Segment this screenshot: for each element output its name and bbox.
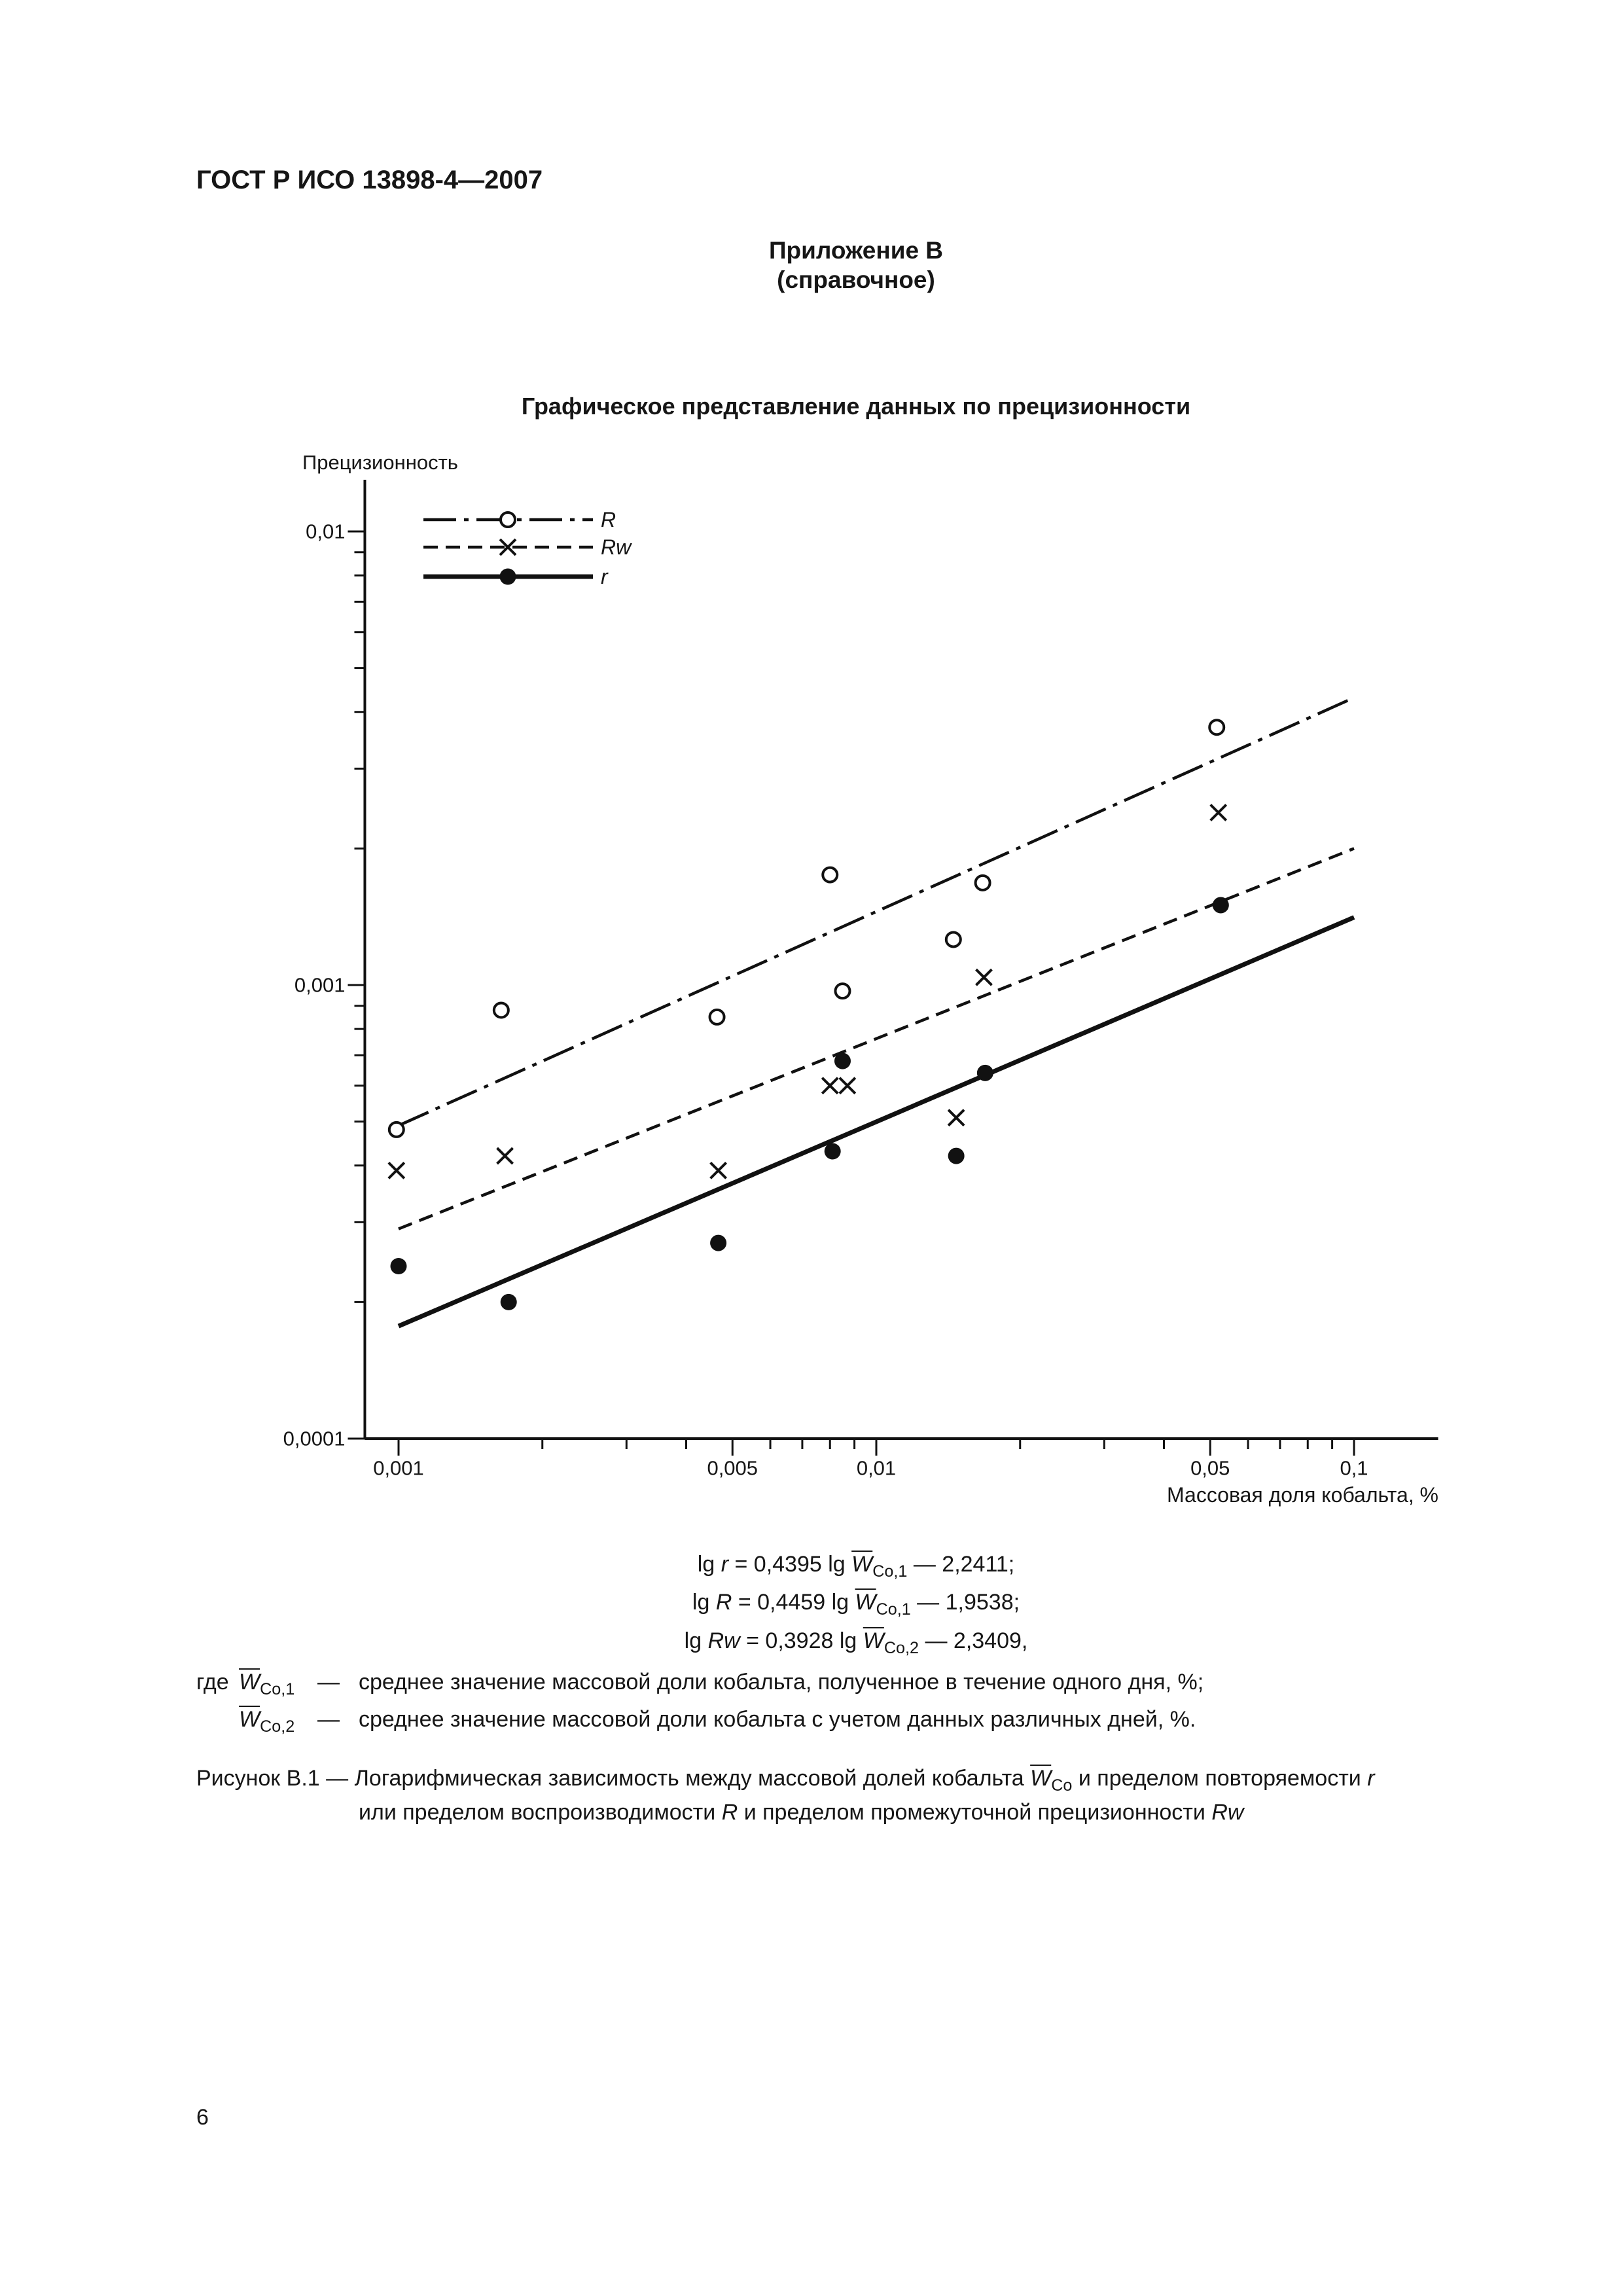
x-tick-label: 0,001 xyxy=(373,1456,424,1480)
caption-text: или пределом воспроизводимости xyxy=(359,1800,722,1825)
equation-subscript: Co,1 xyxy=(872,1562,908,1581)
equation-suffix: — 2,2411; xyxy=(907,1552,1015,1577)
page-number: 6 xyxy=(196,2105,209,2130)
fit-line-r xyxy=(399,918,1354,1327)
equation-suffix: — 1,9538; xyxy=(910,1590,1020,1615)
fit-line-Rw xyxy=(399,848,1354,1229)
point-Rw xyxy=(840,1078,855,1094)
point-r xyxy=(977,1065,993,1081)
legend-label-Rw: Rw xyxy=(601,535,632,559)
point-r xyxy=(710,1235,726,1251)
legend-marker-R xyxy=(501,512,515,527)
y-tick-label: 0,0001 xyxy=(283,1427,346,1450)
y-axis-label: Прецизионность xyxy=(302,451,458,474)
equation-suffix: — 2,3409, xyxy=(919,1628,1028,1653)
definition-subscript: Co,1 xyxy=(260,1680,295,1699)
point-Rw xyxy=(1211,805,1226,821)
point-r xyxy=(1213,897,1229,913)
definition-mean-symbol: $\overline{W}$ xyxy=(239,1670,260,1695)
x-axis-label: Массовая доля кобальта, % xyxy=(1167,1483,1438,1507)
equation-prefix: lg xyxy=(684,1628,708,1653)
equation-middle: = 0,3928 lg xyxy=(740,1628,863,1653)
x-tick-label: 0,005 xyxy=(707,1456,758,1480)
x-tick-label: 0,01 xyxy=(856,1456,897,1480)
x-tick-label: 0,05 xyxy=(1190,1456,1230,1480)
point-Rw xyxy=(497,1148,513,1164)
equation-variable: Rw xyxy=(707,1628,740,1653)
figure-caption-line-2 xyxy=(359,1799,1243,1826)
definition-text: среднее значение массовой доли кобальта, полученное в течение одного дня, %; xyxy=(359,1670,1204,1695)
point-r xyxy=(948,1148,965,1164)
definition-dash: — xyxy=(317,1670,340,1695)
definition-symbol xyxy=(239,1669,294,1703)
legend-label-R: R xyxy=(601,508,616,531)
point-R xyxy=(823,868,837,882)
equation-mean-symbol: $\overline{W}$ xyxy=(863,1628,884,1653)
equation-r xyxy=(529,1551,1183,1585)
definition-intro: где xyxy=(196,1670,229,1695)
caption-subscript: Co xyxy=(1051,1776,1073,1795)
point-Rw xyxy=(948,1110,964,1126)
equation-variable: r xyxy=(721,1552,729,1577)
point-r xyxy=(391,1258,407,1274)
equation-R xyxy=(529,1589,1183,1623)
point-R xyxy=(389,1122,404,1137)
equation-mean-symbol: $\overline{W}$ xyxy=(855,1590,876,1615)
equation-middle: = 0,4459 lg xyxy=(732,1590,855,1615)
point-R xyxy=(494,1003,508,1017)
x-tick-label: 0,1 xyxy=(1340,1456,1368,1480)
point-r xyxy=(834,1053,851,1069)
legend-marker-r xyxy=(500,569,516,585)
point-r xyxy=(825,1143,841,1160)
definition-mean-symbol: $\overline{W}$ xyxy=(239,1707,260,1732)
appendix-type: (справочное) xyxy=(777,266,935,293)
fit-line-R xyxy=(399,698,1354,1126)
equation-subscript: Co,1 xyxy=(876,1600,911,1619)
appendix-title: Приложение В xyxy=(768,237,944,264)
y-tick-label: 0,001 xyxy=(294,973,346,997)
caption-text: Рисунок В.1 — Логарифмическая зависимость между массовой долей кобальта xyxy=(196,1766,1031,1791)
equation-Rw xyxy=(529,1628,1183,1662)
caption-variable: r xyxy=(1367,1766,1375,1791)
point-Rw xyxy=(976,969,991,985)
equation-middle: = 0,4395 lg xyxy=(728,1552,852,1577)
equation-subscript: Co,2 xyxy=(883,1639,919,1658)
point-Rw xyxy=(822,1078,838,1094)
caption-text: и пределом повторяемости xyxy=(1072,1766,1368,1791)
legend-label-r: r xyxy=(601,565,608,588)
point-Rw xyxy=(389,1162,404,1178)
equation-variable: R xyxy=(715,1590,732,1615)
chart-title: Графическое представление данных по прецизионности xyxy=(521,393,1191,420)
figure-caption-line-1 xyxy=(196,1765,1375,1799)
equation-prefix: lg xyxy=(692,1590,716,1615)
point-R xyxy=(835,984,849,998)
caption-variable: R xyxy=(721,1800,738,1825)
document-header: ГОСТ Р ИСО 13898-4—2007 xyxy=(196,166,543,194)
caption-variable: Rw xyxy=(1211,1800,1244,1825)
point-R xyxy=(946,932,961,946)
definition-subscript: Co,2 xyxy=(260,1717,295,1736)
point-R xyxy=(1209,720,1224,734)
definition-dash: — xyxy=(317,1707,340,1732)
point-R xyxy=(710,1010,724,1024)
point-r xyxy=(501,1294,517,1310)
y-tick-label: 0,01 xyxy=(306,520,346,543)
caption-mean-symbol: $\overline{W}$ xyxy=(1030,1766,1052,1791)
point-R xyxy=(976,876,990,890)
point-Rw xyxy=(711,1162,726,1178)
caption-text: и пределом промежуточной прецизионности xyxy=(738,1800,1212,1825)
equation-mean-symbol: $\overline{W}$ xyxy=(851,1552,873,1577)
definition-symbol xyxy=(239,1706,294,1740)
definition-text: среднее значение массовой доли кобальта с учетом данных различных дней, %. xyxy=(359,1707,1196,1732)
equation-prefix: lg xyxy=(697,1552,721,1577)
